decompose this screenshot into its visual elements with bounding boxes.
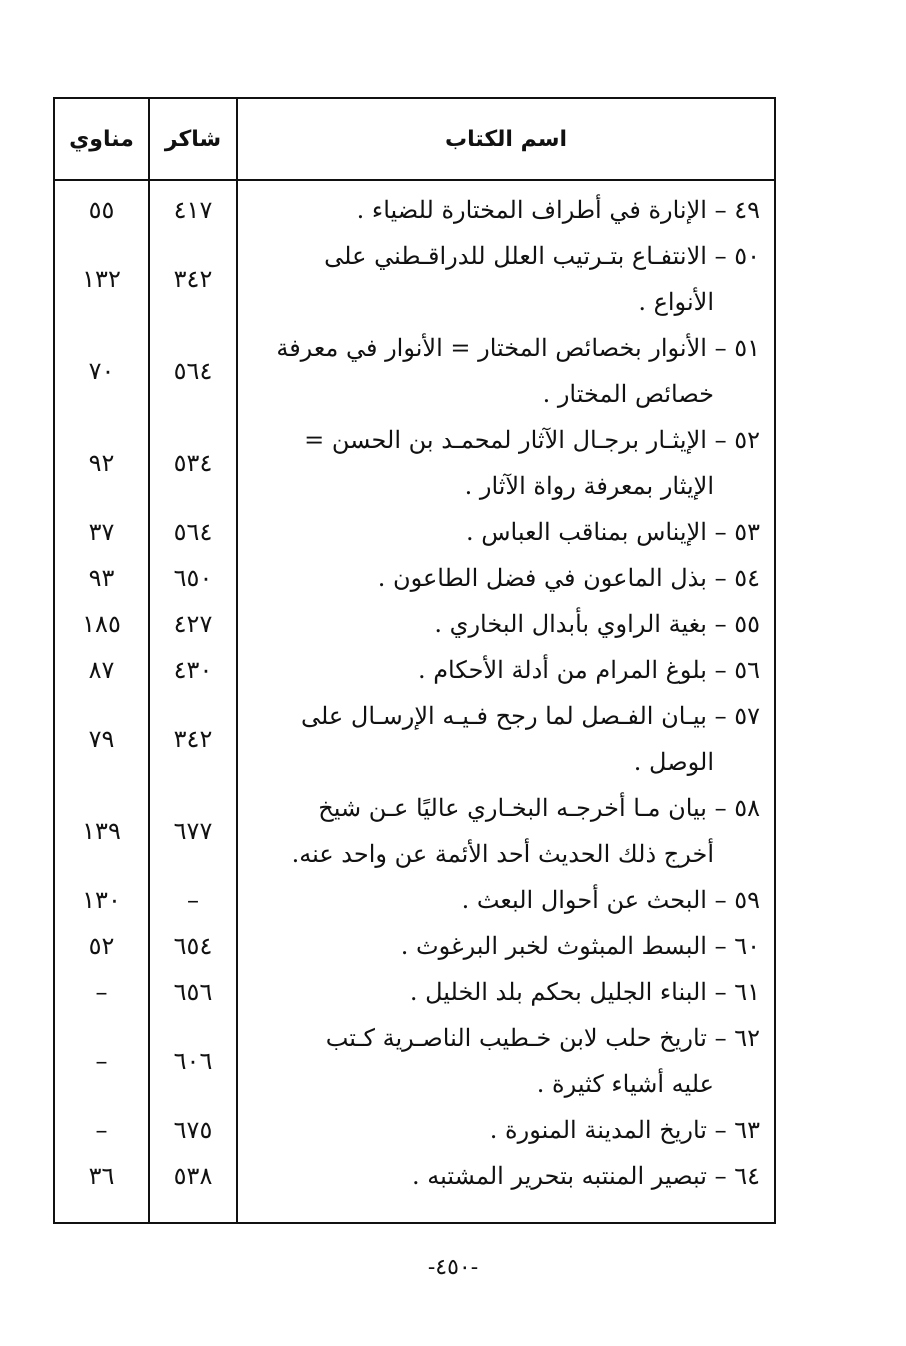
- table-row: [55, 785, 774, 877]
- header-shakir: شاكر: [164, 126, 222, 152]
- manawi-page-cell: ١٣٢: [82, 265, 121, 293]
- shakir-page-cell: ٥٣٤: [173, 449, 213, 477]
- book-title-line: ٦١ – البناء الجليل بحكم بلد الخليل .: [409, 978, 760, 1006]
- book-title-cell: [246, 877, 760, 923]
- table-row: [55, 1153, 774, 1199]
- shakir-page-cell: ٣٤٢: [173, 725, 213, 753]
- header-manawi: مناوي: [69, 126, 134, 152]
- shakir-page-cell: ٦٥٦: [173, 978, 213, 1006]
- shakir-page-cell: ٦٥٤: [173, 932, 213, 960]
- manawi-page-cell: –: [95, 1047, 108, 1075]
- table-row: [55, 555, 774, 601]
- table-row: [55, 647, 774, 693]
- book-title-line: الأنواع .: [638, 288, 714, 316]
- shakir-page-cell: ٥٣٨: [173, 1162, 213, 1190]
- book-title-line: عليه أشياء كثيرة .: [536, 1070, 714, 1098]
- book-title-cell: [246, 1107, 760, 1153]
- book-title-cell: [246, 187, 760, 233]
- shakir-page-cell: ٦٥٠: [173, 564, 213, 592]
- header-book-name: اسم الكتاب: [444, 126, 568, 152]
- book-title-cell: [246, 509, 760, 555]
- manawi-page-cell: ٧٩: [88, 725, 115, 753]
- table-row: [55, 509, 774, 555]
- table-row: [55, 969, 774, 1015]
- book-title-cell: [246, 601, 760, 647]
- shakir-page-cell: ٣٤٢: [173, 265, 213, 293]
- book-title-line: ٥٦ – بلوغ المرام من أدلة الأحكام .: [417, 656, 760, 684]
- page-number: -٤٥٠-: [427, 1255, 479, 1280]
- shakir-page-cell: ٥٦٤: [173, 518, 213, 546]
- book-title-line: ٥٢ – الإيثـار برجـال الآثار لمحمـد بن الحسن =: [304, 426, 760, 454]
- header-divider: [55, 179, 774, 181]
- shakir-page-cell: ٤١٧: [173, 196, 213, 224]
- book-title-cell: [246, 417, 760, 509]
- book-title-cell: [246, 1153, 760, 1199]
- book-title-cell: [246, 923, 760, 969]
- book-title-line: ٥٧ – بيـان الفـصل لما رجح فـيـه الإرسـال على: [300, 702, 760, 730]
- book-title-line: ٥٨ – بيان مـا أخرجـه البخـاري عاليًا عـن شيخ: [318, 794, 760, 822]
- book-title-cell: [246, 969, 760, 1015]
- manawi-page-cell: ٥٢: [88, 932, 115, 960]
- manawi-page-cell: ١٣٠: [82, 886, 121, 914]
- table-row: [55, 601, 774, 647]
- table-row: [55, 877, 774, 923]
- manawi-page-cell: ٩٣: [88, 564, 115, 592]
- manawi-page-cell: ٨٧: [88, 656, 115, 684]
- table-row: [55, 325, 774, 417]
- shakir-page-cell: ٥٦٤: [173, 357, 213, 385]
- book-title-cell: [246, 555, 760, 601]
- book-title-line: ٥٩ – البحث عن أحوال البعث .: [461, 886, 760, 914]
- book-title-cell: [246, 693, 760, 785]
- table-row: [55, 693, 774, 785]
- book-title-line: ٥٥ – بغية الراوي بأبدال البخاري .: [434, 610, 760, 638]
- shakir-page-cell: ٤٢٧: [173, 610, 213, 638]
- table-row: [55, 187, 774, 233]
- manawi-page-cell: ٣٦: [88, 1162, 115, 1190]
- manawi-page-cell: ١٨٥: [82, 610, 121, 638]
- book-title-line: ٥١ – الأنوار بخصائص المختار = الأنوار في معرفة: [276, 334, 760, 362]
- shakir-page-cell: ٦٧٥: [173, 1116, 213, 1144]
- book-title-cell: [246, 785, 760, 877]
- book-title-line: ٤٩ – الإنارة في أطراف المختارة للضياء .: [356, 196, 760, 224]
- manawi-page-cell: ١٣٩: [82, 817, 121, 845]
- table-row: [55, 1015, 774, 1107]
- shakir-page-cell: ٤٣٠: [173, 656, 213, 684]
- shakir-page-cell: –: [187, 886, 199, 914]
- book-title-cell: [246, 647, 760, 693]
- book-title-line: ٦٤ – تبصير المنتبه بتحرير المشتبه .: [411, 1162, 760, 1190]
- book-title-cell: [246, 325, 760, 417]
- manawi-page-cell: ٣٧: [88, 518, 115, 546]
- book-title-cell: [246, 1015, 760, 1107]
- shakir-page-cell: ٦٠٦: [173, 1047, 213, 1075]
- book-title-line: ٥٣ – الإيناس بمناقب العباس .: [466, 518, 760, 546]
- book-index-table: [53, 97, 776, 1224]
- book-title-line: الوصل .: [633, 748, 714, 776]
- table-row: [55, 417, 774, 509]
- book-title-line: ٥٠ – الانتفـاع بتـرتيب العلل للدراقـطني على: [324, 242, 760, 270]
- book-title-line: ٦٠ – البسط المبثوث لخبر البرغوث .: [400, 932, 760, 960]
- book-title-line: الإيثار بمعرفة رواة الآثار .: [464, 472, 714, 500]
- book-title-line: أخرج ذلك الحديث أحد الأئمة عن واحد عنه.: [291, 840, 714, 868]
- book-title-line: ٦٢ – تاريخ حلب لابن خـطيب الناصـرية كـتب: [325, 1024, 760, 1052]
- manawi-page-cell: –: [95, 1116, 108, 1144]
- book-title-line: ٦٣ – تاريخ المدينة المنورة .: [489, 1116, 760, 1144]
- table-row: [55, 233, 774, 325]
- manawi-page-cell: ٩٢: [88, 449, 115, 477]
- book-title-line: ٥٤ – بذل الماعون في فضل الطاعون .: [377, 564, 760, 592]
- table-row: [55, 1107, 774, 1153]
- table-row: [55, 923, 774, 969]
- manawi-page-cell: –: [95, 978, 108, 1006]
- shakir-page-cell: ٦٧٧: [173, 817, 213, 845]
- book-title-line: خصائص المختار .: [542, 380, 714, 408]
- manawi-page-cell: ٥٥: [88, 196, 115, 224]
- book-title-cell: [246, 233, 760, 325]
- manawi-page-cell: ٧٠: [88, 357, 115, 385]
